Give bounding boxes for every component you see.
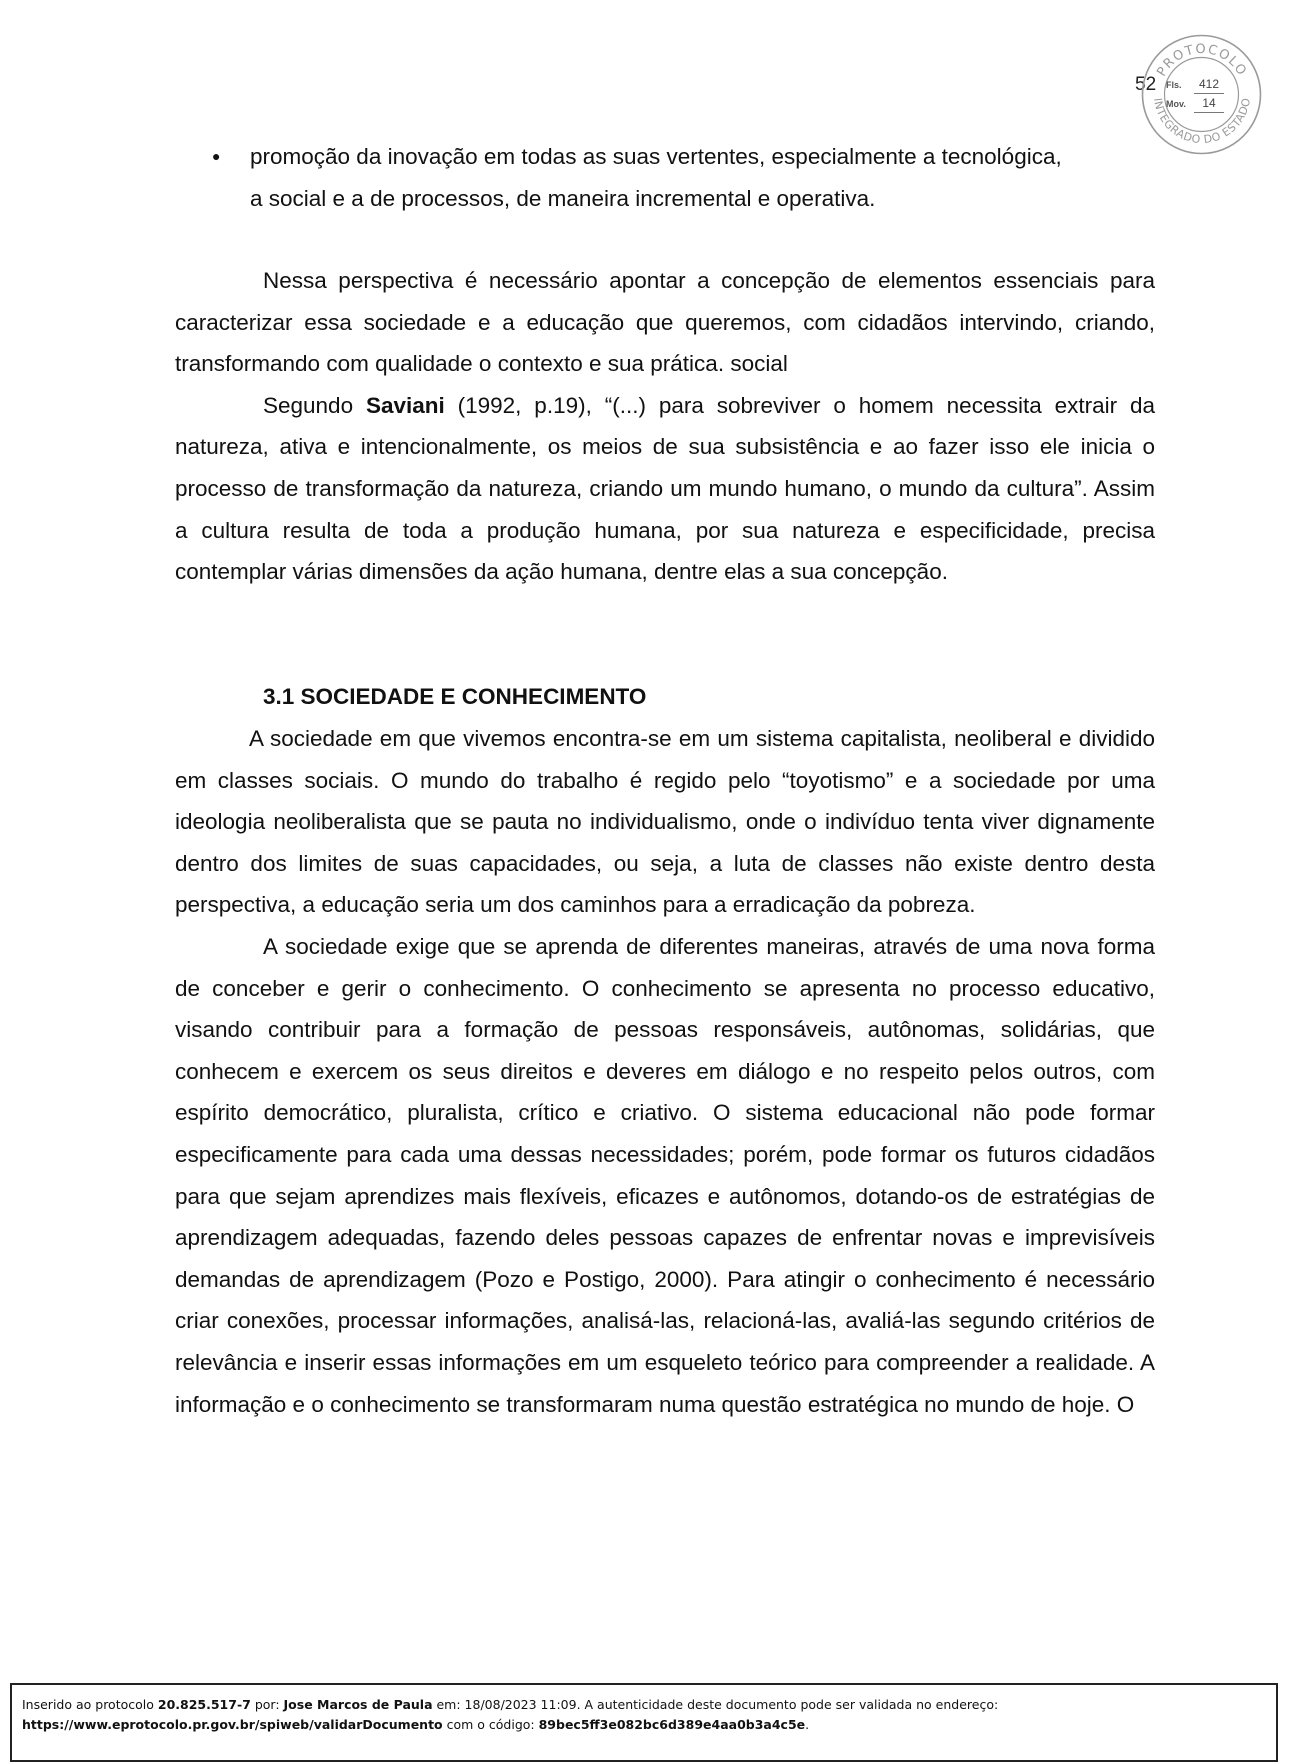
- page-number: 52: [1135, 74, 1157, 95]
- section-body: [175, 718, 1155, 1425]
- authenticity-footer: [10, 1683, 1278, 1762]
- bullet-item: [175, 136, 1155, 219]
- footer-text-2: por:: [250, 1697, 284, 1712]
- stamp-mov-value: 14: [1194, 94, 1224, 113]
- paragraph-2: [175, 385, 1155, 593]
- section-heading: 3.1 SOCIEDADE E CONHECIMENTO: [263, 684, 647, 709]
- paragraph-4-text: A sociedade exige que se aprenda de diferentes maneiras, através de uma nova forma de conceber e gerir o conhecimento. O conhecimento se apresenta no processo educativo, visando contribuir para a formação de pessoas responsáveis, autônomas, solidárias, que conhecem e exercem os seus direitos e deveres em diálogo e no respeito pelos outros, com espírito democrático, pluralista, crítico e criativo. O sistema educacional não pode formar especificamente para cada uma dessas necessidades; porém, pode formar os futuros cidadãos para que sejam aprendizes mais flexíveis, eficazes e autônomos, dotando-os de estratégias de aprendizagem adequadas, fazendo deles pessoas capazes de enfrentar novas e imprevisíveis demandas de aprendizagem (Pozo e Postigo, 2000). Para atingir o conhecimento é necessário criar conexões, processar informações, analisá-las, relacioná-las, avaliá-las segundo critérios de relevância e inserir essas informações em um esqueleto teórico para compreender a realidade. A informação e o conhecimento se transformaram numa questão estratégica no mundo de hoje. O: [175, 933, 1155, 1417]
- stamp-bottom-text: INTEGRADO DO ESTADO: [1151, 96, 1254, 147]
- stamp-fls-value: 412: [1194, 75, 1224, 94]
- cited-author: Saviani: [365, 392, 445, 418]
- bullet-line-2: a social e a de processos, de maneira incremental e operativa.: [250, 185, 876, 211]
- paragraph-2-rest: (1992, p.19), “(...) para sobreviver o homem necessita extrair da natureza, ativa e intencionalmente, os meios de sua subsistência e ao fazer isso ele inicia o processo de transformação da natureza, criando um mundo humano, o mundo da cultura”. Assim a cultura resulta de toda a produção humana, por sua natureza e especificidade, precisa contemplar várias dimensões da ação humana, dentre elas a sua concepção.: [175, 392, 1156, 585]
- inserted-by-name: Jose Marcos de Paula: [283, 1697, 433, 1712]
- footer-text-1: Inserido ao protocolo: [22, 1697, 158, 1712]
- footer-line-2: [22, 1715, 1266, 1735]
- validation-code: 89bec5ff3e082bc6d389e4aa0b3a4c5e: [538, 1717, 806, 1732]
- footer-text-3: em: 18/08/2023 11:09. A autenticidade deste documento pode ser validada no endereço:: [432, 1697, 999, 1712]
- stamp-mov-label: Mov.: [1166, 99, 1186, 109]
- paragraph-1-text: Nessa perspectiva é necessário apontar a concepção de elementos essenciais para caracterizar essa sociedade e a educação que queremos, com cidadãos intervindo, criando, transformando com qualidade o contexto e sua prática. social: [175, 268, 1155, 377]
- paragraph-2-prefix: Segundo: [263, 392, 366, 418]
- footer-text-4: com o código:: [442, 1717, 539, 1732]
- bullet-line-1: promoção da inovação em todas as suas vertentes, especialmente a tecnológica,: [250, 144, 1062, 169]
- stamp-top-text: PROTOCOLO: [1154, 41, 1250, 80]
- stamp-fls-label: Fls.: [1166, 80, 1182, 90]
- svg-text:PROTOCOLO: [1154, 42, 1249, 79]
- protocol-stamp: [1140, 33, 1263, 156]
- bullet-dot-icon: ●: [212, 148, 221, 164]
- footer-line-1: [22, 1695, 1266, 1715]
- paragraph-perspectiva: [175, 260, 1155, 593]
- footer-text-5: .: [805, 1717, 810, 1732]
- paragraph-3-text: A sociedade em que vivemos encontra-se em um sistema capitalista, neoliberal e dividido em classes sociais. O mundo do trabalho é regido pelo “toyotismo” e a sociedade por uma ideologia neoliberalista que se pauta no individualismo, onde o indivíduo tenta viver dignamente dentro dos limites de suas capacidades, ou seja, a luta de classes não existe dentro desta perspectiva, a educação seria um dos caminhos para a erradicação da pobreza.: [175, 726, 1155, 918]
- protocol-number: 20.825.517-7: [157, 1697, 251, 1712]
- validation-url[interactable]: https://www.eprotocolo.pr.gov.br/spiweb/validarDocumento: [22, 1717, 443, 1732]
